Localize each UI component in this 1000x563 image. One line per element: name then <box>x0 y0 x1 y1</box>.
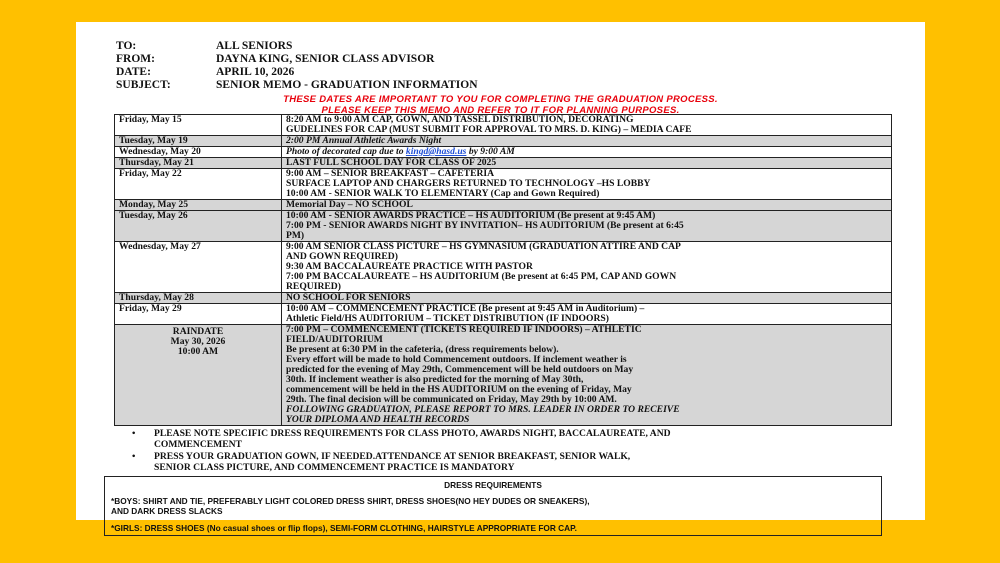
memo-document <box>76 22 925 533</box>
raindate-cell <box>115 325 282 426</box>
to-label: TO: <box>116 40 137 52</box>
event-line: Athletic Field/HS AUDITORIUM – TICKET DISTRIBUTION (IF INDOORS) <box>286 313 609 324</box>
schedule-events <box>282 136 892 147</box>
event-line: commencement will be held in the HS AUDITORIUM on the evening of Friday, May <box>286 384 632 395</box>
important-notice <box>76 94 925 116</box>
to-value: ALL SENIORS <box>216 40 293 52</box>
schedule-row <box>115 158 892 169</box>
event-text: by 9:00 AM <box>466 146 515 157</box>
event-line: SURFACE LAPTOP AND CHARGERS RETURNED TO TECHNOLOGY –HS LOBBY <box>286 178 651 189</box>
schedule-day: Tuesday, May 26 <box>115 211 282 242</box>
event-line: Be present at 6:30 PM in the cafeteria, (dress requirements below). <box>286 344 559 355</box>
event-line: 29th. The final decision will be communicated on Friday, May 29th by 10:00 AM. <box>286 394 617 405</box>
schedule-table <box>114 114 892 426</box>
notes-list <box>132 428 892 474</box>
event-line: REQUIRED) <box>286 281 341 292</box>
schedule-day: Wednesday, May 27 <box>115 242 282 293</box>
note-item <box>132 428 892 450</box>
schedule-day: Friday, May 15 <box>115 115 282 136</box>
event-line: FIELD/AUDITORIUM <box>286 334 383 345</box>
dress-title: DRESS REQUIREMENTS <box>444 480 542 490</box>
event-line: 2:00 PM Annual Athletic Awards Night <box>286 135 442 146</box>
schedule-row <box>115 136 892 147</box>
note-line: PRESS YOUR GRADUATION GOWN, IF NEEDED.ATTENDANCE AT SENIOR BREAKFAST, SENIOR WALK, <box>154 451 631 462</box>
event-line: 9:00 AM – SENIOR BREAKFAST – CAFETERIA <box>286 168 495 179</box>
event-line: 9:30 AM BACCALAUREATE PRACTICE WITH PASTOR <box>286 261 533 272</box>
event-line: AND GOWN REQUIRED) <box>286 251 398 262</box>
event-line: 30th. If inclement weather is also predicted for the morning of May 30th, <box>286 374 584 385</box>
schedule-events <box>282 293 892 304</box>
event-line: 7:00 PM - SENIOR AWARDS NIGHT BY INVITATION– HS AUDITORIUM (Be present at 6:45 <box>286 220 684 231</box>
dress-boys-line: *BOYS: SHIRT AND TIE, PREFERABLY LIGHT COLORED DRESS SHIRT, DRESS SHOES(NO HEY DUDES OR SNEAKERS), <box>111 496 590 506</box>
schedule-row <box>115 200 892 211</box>
raindate-line: 10:00 AM <box>177 346 219 357</box>
schedule-day: Wednesday, May 20 <box>115 147 282 158</box>
schedule-row <box>115 304 892 325</box>
memo-to-row <box>116 40 478 53</box>
dress-girls: *GIRLS: DRESS SHOES (No casual shoes or flip flops), SEMI-FORM CLOTHING, HAIRSTYLE APPROPRIATE FOR CAP. <box>111 523 577 533</box>
schedule-day: Friday, May 22 <box>115 169 282 200</box>
from-label: FROM: <box>116 53 155 65</box>
memo-subject-row <box>116 79 478 92</box>
event-line: 7:00 PM BACCALAUREATE – HS AUDITORIUM (Be present at 6:45 PM, CAP AND GOWN <box>286 271 677 282</box>
schedule-events <box>282 147 892 158</box>
schedule-row <box>115 169 892 200</box>
note-line: SENIOR CLASS PICTURE, AND COMMENCEMENT PRACTICE IS MANDATORY <box>154 462 515 473</box>
note-item <box>132 451 892 473</box>
event-line: YOUR DIPLOMA AND HEALTH RECORDS <box>286 414 470 425</box>
bullet-icon: • <box>132 428 136 439</box>
schedule-events <box>282 242 892 293</box>
note-line: PLEASE NOTE SPECIFIC DRESS REQUIREMENTS FOR CLASS PHOTO, AWARDS NIGHT, BACCALAUREATE, AND <box>154 428 671 439</box>
schedule-day: Thursday, May 28 <box>115 293 282 304</box>
schedule-row <box>115 293 892 304</box>
memo-header <box>116 40 478 92</box>
schedule-row <box>115 211 892 242</box>
date-label: DATE: <box>116 66 151 78</box>
email-link[interactable]: kingd@hasd.us <box>405 146 467 157</box>
event-line: predicted for the evening of May 29th, Commencement will be held outdoors on May <box>286 364 634 375</box>
bullet-icon: • <box>132 451 136 462</box>
event-line: 10:00 AM – COMMENCEMENT PRACTICE (Be present at 9:45 AM in Auditorium) – <box>286 303 645 314</box>
note-line: COMMENCEMENT <box>154 439 242 450</box>
commencement-details <box>282 325 892 426</box>
event-line: Memorial Day – NO SCHOOL <box>286 199 413 210</box>
from-value: DAYNA KING, SENIOR CLASS ADVISOR <box>216 53 435 65</box>
schedule-events <box>282 211 892 242</box>
event-line: 9:00 AM SENIOR CLASS PICTURE – HS GYMNASIUM (GRADUATION ATTIRE AND CAP <box>286 241 681 252</box>
note-text <box>154 428 671 450</box>
schedule-day: Monday, May 25 <box>115 200 282 211</box>
schedule-day: Thursday, May 21 <box>115 158 282 169</box>
event-line: Every effort will be made to hold Commencement outdoors. If inclement weather is <box>286 354 627 365</box>
schedule-day: Tuesday, May 19 <box>115 136 282 147</box>
dress-requirements-box <box>104 476 882 536</box>
event-line: NO SCHOOL FOR SENIORS <box>286 292 411 303</box>
schedule-events <box>282 115 892 136</box>
schedule-row <box>115 115 892 136</box>
event-line: 7:00 PM – COMMENCEMENT (TICKETS REQUIRED IF INDOORS) – ATHLETIC <box>286 324 642 335</box>
raindate-row <box>115 325 892 426</box>
event-text: Photo of decorated cap due to <box>286 146 406 157</box>
schedule-events <box>282 200 892 211</box>
raindate-line: May 30, 2026 <box>170 336 226 347</box>
schedule-row <box>115 242 892 293</box>
event-line: GUDELINES FOR CAP (MUST SUBMIT FOR APPROVAL TO MRS. D. KING) – MEDIA CAFE <box>286 124 692 135</box>
memo-from-row <box>116 53 478 66</box>
memo-date-row <box>116 66 478 79</box>
event-line <box>286 147 887 157</box>
event-line: 8:20 AM to 9:00 AM CAP, GOWN, AND TASSEL DISTRIBUTION, DECORATING <box>286 114 634 125</box>
raindate-line: RAINDATE <box>172 326 224 337</box>
date-value: APRIL 10, 2026 <box>216 66 295 78</box>
subject-value: SENIOR MEMO - GRADUATION INFORMATION <box>216 79 478 91</box>
event-line: LAST FULL SCHOOL DAY FOR CLASS OF 2025 <box>286 157 497 168</box>
schedule-day: Friday, May 29 <box>115 304 282 325</box>
event-line: 10:00 AM - SENIOR WALK TO ELEMENTARY (Cap and Gown Required) <box>286 188 600 199</box>
event-line: 10:00 AM - SENIOR AWARDS PRACTICE – HS AUDITORIUM (Be present at 9:45 AM) <box>286 210 656 221</box>
schedule-events <box>282 158 892 169</box>
schedule-row <box>115 147 892 158</box>
event-line: PM) <box>286 230 305 241</box>
schedule-events <box>282 169 892 200</box>
subject-label: SUBJECT: <box>116 79 171 91</box>
event-line: FOLLOWING GRADUATION, PLEASE REPORT TO MRS. LEADER IN ORDER TO RECEIVE <box>286 404 680 415</box>
dress-boys <box>111 496 875 516</box>
note-text <box>154 451 630 473</box>
notice-line: PLEASE KEEP THIS MEMO AND REFER TO IT FOR PLANNING PURPOSES. <box>321 105 680 116</box>
notice-line: THESE DATES ARE IMPORTANT TO YOU FOR COMPLETING THE GRADUATION PROCESS. <box>283 94 718 105</box>
schedule-events <box>282 304 892 325</box>
dress-boys-line: AND DARK DRESS SLACKS <box>111 506 223 516</box>
